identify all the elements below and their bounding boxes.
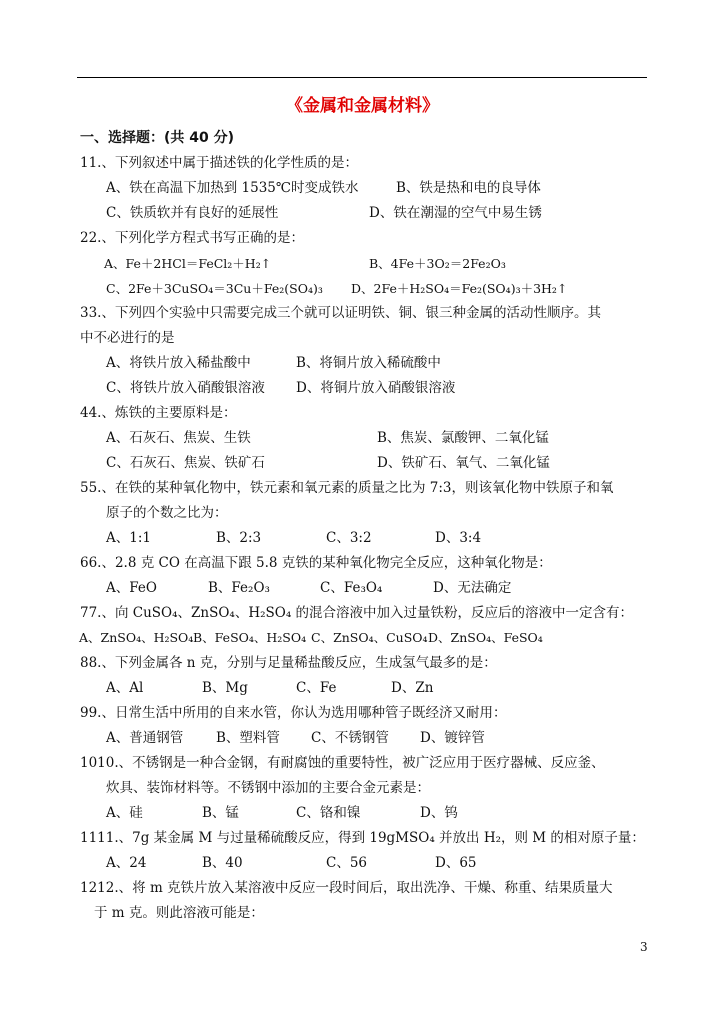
- q2-option-a: A、Fe＋2HCl＝FeCl₂＋H₂↑: [104, 256, 272, 271]
- page-title: 《金属和金属材料》: [286, 96, 439, 116]
- question-9-stem: 99.、日常生活中所用的自来水管，你认为选用哪种管子既经济又耐用：: [80, 705, 507, 721]
- question-4-stem: 44.、炼铁的主要原料是：: [80, 405, 237, 421]
- q4-option-b: B、焦炭、氯酸钾、二氧化锰: [377, 430, 549, 446]
- q9-option-a: A、普通钢管: [106, 730, 184, 746]
- question-7-stem: 77.、向 CuSO₄、ZnSO₄、H₂SO₄ 的混合溶液中加入过量铁粉，反应后的溶液中一定含有：: [80, 605, 634, 621]
- q10-option-a: A、硅: [106, 805, 143, 821]
- q10-option-b: B、锰: [202, 805, 239, 821]
- q3-option-d: D、将铜片放入硝酸银溶液: [296, 380, 456, 396]
- q6-option-b: B、Fe₂O₃: [208, 580, 270, 596]
- q2-option-c: C、2Fe＋3CuSO₄＝3Cu＋Fe₂(SO₄)₃: [106, 281, 323, 296]
- q4-option-d: D、铁矿石、氧气、二氧化锰: [377, 455, 550, 471]
- q11-option-b: B、40: [202, 855, 243, 871]
- question-12-stem-line-2: 于 m 克。则此溶液可能是：: [94, 905, 264, 921]
- q2-option-b: B、4Fe＋3O₂＝2Fe₂O₃: [369, 256, 506, 271]
- q1-option-d: D、铁在潮湿的空气中易生锈: [369, 205, 542, 221]
- q2-option-d: D、2Fe＋H₂SO₄＝Fe₂(SO₄)₃＋3H₂↑: [351, 281, 568, 296]
- q10-option-c: C、铬和镍: [296, 805, 361, 821]
- q7-option-d: D、ZnSO₄、FeSO₄: [428, 630, 543, 645]
- question-3-stem-line-1: 33.、下列四个实验中只需要完成三个就可以证明铁、铜、银三种金属的活动性顺序。其: [80, 305, 601, 321]
- q9-option-b: B、塑料管: [216, 730, 280, 746]
- q4-option-a: A、石灰石、焦炭、生铁: [106, 430, 251, 446]
- question-5-stem-line-1: 55.、在铁的某种氧化物中，铁元素和氧元素的质量之比为 7:3，则该氧化物中铁原子和氧: [80, 480, 614, 496]
- q1-option-b: B、铁是热和电的良导体: [396, 180, 541, 196]
- q10-option-d: D、钨: [420, 805, 458, 821]
- question-10-stem-line-2: 炊具、装饰材料等。不锈钢中添加的主要合金元素是：: [106, 780, 430, 796]
- question-1-stem: 11.、下列叙述中属于描述铁的化学性质的是：: [80, 155, 358, 171]
- q11-option-c: C、56: [326, 855, 368, 871]
- q1-option-c: C、铁质软并有良好的延展性: [106, 205, 279, 221]
- header-rule: [77, 77, 647, 78]
- section-heading: 一、选择题：(共 40 分): [80, 130, 235, 146]
- question-2-stem: 22.、下列化学方程式书写正确的是：: [80, 230, 304, 246]
- question-10-stem-line-1: 1010.、不锈钢是一种合金钢，有耐腐蚀的重要特性，被广泛应用于医疗器械、反应釜、: [80, 755, 605, 771]
- q5-option-a: A、1:1: [106, 530, 151, 546]
- question-3-stem-line-2: 中不必进行的是: [80, 330, 175, 346]
- question-6-stem: 66.、2.8 克 CO 在高温下跟 5.8 克铁的某种氧化物完全反应，这种氧化物是：: [80, 555, 552, 571]
- q3-option-c: C、将铁片放入硝酸银溶液: [106, 380, 265, 396]
- q3-option-a: A、将铁片放入稀盐酸中: [106, 355, 251, 371]
- q6-option-d: D、无法确定: [433, 580, 512, 596]
- q3-option-b: B、将铜片放入稀硫酸中: [296, 355, 441, 371]
- question-11-stem: 1111.、7g 某金属 M 与过量稀硫酸反应，得到 19gMSO₄ 并放出 H₂，则 M 的相对原子量：: [80, 830, 645, 846]
- q11-option-d: D、65: [435, 855, 477, 871]
- q8-option-c: C、Fe: [296, 680, 337, 696]
- q5-option-c: C、3:2: [326, 530, 372, 546]
- question-12-stem-line-1: 1212.、将 m 克铁片放入某溶液中反应一段时间后，取出洗净、干燥、称重、结果质量大: [80, 880, 613, 896]
- q5-option-d: D、3:4: [435, 530, 482, 546]
- q7-option-c: C、ZnSO₄、CuSO₄: [311, 630, 428, 645]
- page-number: 3: [640, 940, 648, 954]
- q6-option-c: C、Fe₃O₄: [320, 580, 383, 596]
- q8-option-a: A、Al: [106, 680, 144, 696]
- q7-option-b: B、FeSO₄、H₂SO₄: [193, 630, 307, 645]
- q5-option-b: B、2:3: [216, 530, 262, 546]
- question-8-stem: 88.、下列金属各 n 克，分别与足量稀盐酸反应，生成氢气最多的是：: [80, 655, 497, 671]
- q6-option-a: A、FeO: [106, 580, 157, 596]
- q1-option-a: A、铁在高温下加热到 1535℃时变成铁水: [106, 180, 359, 196]
- question-5-stem-line-2: 原子的个数之比为：: [106, 505, 228, 521]
- q4-option-c: C、石灰石、焦炭、铁矿石: [106, 455, 265, 471]
- q9-option-c: C、不锈钢管: [311, 730, 389, 746]
- q8-option-b: B、Mg: [202, 680, 248, 696]
- q9-option-d: D、镀锌管: [420, 730, 485, 746]
- q11-option-a: A、24: [106, 855, 147, 871]
- q7-option-a: A、ZnSO₄、H₂SO₄: [79, 630, 194, 645]
- q8-option-d: D、Zn: [391, 680, 434, 696]
